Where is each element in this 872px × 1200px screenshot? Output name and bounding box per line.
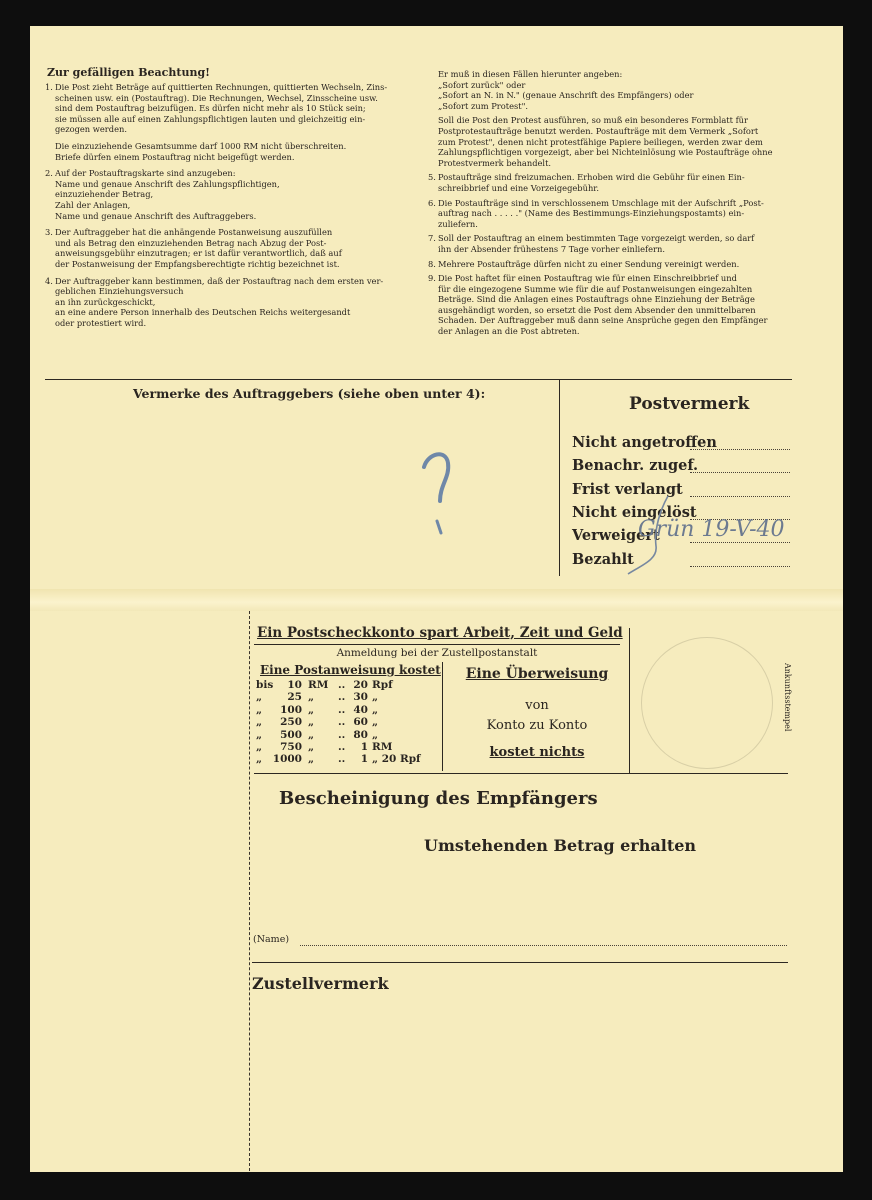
instruction-line: „Sofort zum Protest". — [438, 100, 529, 111]
instruction-line: „Sofort an N. in N." (genaue Anschrift des Empfängers) oder — [438, 90, 694, 101]
instructions-title: Zur gefälligen Beachtung! — [47, 66, 210, 79]
instruction-number: 8. — [428, 258, 436, 269]
stamp-label: Ankunftsstempel — [783, 663, 792, 732]
instruction-line: auftrag nach . . . . ." (Name des Bestimmungs-Einziehungspostamts) ein- — [438, 208, 745, 219]
instruction-item — [428, 172, 798, 193]
fee-cell: .. — [338, 679, 346, 691]
instruction-item — [428, 259, 798, 270]
delivery-label: Zustellvermerk — [252, 974, 389, 993]
instruction-line: Die Post zieht Beträge auf quittierten Rechnungen, quittierten Wechseln, Zins- — [55, 82, 388, 92]
postvermerk-row-label: Benachr. zugef. — [572, 457, 699, 475]
fee-cell: 1 — [360, 753, 368, 766]
instruction-number: 5. — [428, 172, 436, 183]
instruction-line: Name und genaue Anschrift des Zahlungspflichtigen, — [55, 178, 280, 189]
fee-cell: „ 20 Rpf — [372, 753, 421, 766]
fee-cell: .. — [338, 741, 346, 753]
fee-cell: „ — [372, 691, 379, 704]
postvermerk-row-label: Verweigert — [572, 527, 660, 545]
instruction-line: und als Betrag den einzuziehenden Betrag nach Abzug der Post- — [55, 237, 327, 248]
instruction-item — [45, 276, 415, 329]
instruction-item — [428, 233, 798, 254]
divider-ad-headline — [254, 644, 620, 645]
fee-cell: RM — [308, 679, 329, 691]
instruction-line: scheinen usw. ein (Postauftrag). Die Rechnungen, Wechsel, Zinsscheine usw. — [55, 92, 378, 103]
instruction-item — [428, 198, 798, 230]
instruction-line: Schaden. Der Auftraggeber muß dann seine Ansprüche gegen den Empfänger — [438, 315, 768, 326]
fee-cell: „ — [256, 691, 263, 704]
instruction-line: Soll die Post den Protest ausführen, so muß ein besonderes Formblatt für — [438, 115, 748, 126]
divider-fee — [442, 662, 443, 771]
instruction-item — [428, 273, 798, 337]
fee-cell: .. — [338, 753, 346, 766]
fee-cell: 25 — [287, 691, 302, 704]
instruction-item — [45, 227, 415, 269]
instruction-line: schreibbrief und eine Vorzeigegebühr. — [438, 182, 599, 193]
fee-cell: „ — [308, 741, 315, 753]
fee-cell: .. — [338, 716, 346, 729]
fee-cell: 1 — [360, 741, 368, 753]
fee-cell: 1000 — [272, 753, 302, 766]
instruction-line: Die Postaufträge sind in verschlossenem Umschlage mit der Aufschrift „Post- — [438, 197, 764, 208]
fold-line — [30, 589, 843, 611]
instruction-line: Er muß in diesen Fällen hierunter angeben: — [438, 69, 623, 79]
postvermerk-row-line — [690, 472, 790, 473]
fee-cell: „ — [308, 753, 315, 766]
fee-cell: „ — [256, 753, 263, 766]
instruction-line: ausgehändigt worden, so ersetzt die Post dem Absender den unmittelbaren — [438, 304, 756, 315]
fee-cell: 100 — [280, 703, 302, 716]
instruction-number: 6. — [428, 197, 436, 208]
fee-cell: „ — [256, 728, 263, 741]
stamp-circle — [641, 637, 773, 769]
fee-cell: „ — [256, 703, 263, 716]
instruction-line: zum Protest", denen nicht protestfähige Papiere beiliegen, werden zwar dem — [438, 136, 763, 147]
fee-cell: 40 — [353, 703, 368, 716]
instruction-number: 2. — [45, 168, 53, 179]
instruction-line: sind dem Postauftrag beizufügen. Es dürfen nicht mehr als 10 Stück sein; — [55, 103, 366, 114]
fee-cell: 20 — [353, 679, 368, 691]
instruction-line: Name und genaue Anschrift des Auftraggebers. — [55, 210, 257, 221]
fee-cell: .. — [338, 703, 346, 716]
instruction-line: Soll der Postauftrag an einem bestimmten Tage vorgezeigt werden, so darf — [438, 233, 755, 244]
instruction-item — [428, 69, 798, 111]
instruction-item — [45, 168, 415, 221]
instruction-line: der Postanweisung der Empfangsberechtigte richtig bezeichnet ist. — [55, 258, 340, 269]
postvermerk-title: Postvermerk — [629, 394, 750, 414]
instruction-number: 9. — [428, 273, 436, 284]
fee-cell: „ — [256, 741, 263, 753]
fee-cell: 250 — [280, 716, 302, 729]
handwritten-stroke — [620, 490, 690, 580]
instruction-line: oder protestiert wird. — [55, 317, 147, 328]
divider-receipt — [252, 962, 788, 963]
fee-cell: 10 — [287, 679, 302, 691]
fee-cell: .. — [338, 728, 346, 741]
instruction-number: 4. — [45, 275, 53, 286]
instruction-line: Protestvermerk behandelt. — [438, 157, 552, 168]
instruction-item — [45, 141, 415, 162]
instruction-line: ihn der Absender frühestens 7 Tage vorher einliefern. — [438, 243, 665, 254]
instruction-line: sie müssen alle auf einen Zahlungspflichtigen lauten und gleichzeitig ein- — [55, 113, 366, 124]
fee-cell: 500 — [280, 728, 302, 741]
instruction-line: Zahl der Anlagen, — [55, 199, 131, 210]
instruction-item — [428, 115, 798, 168]
instruction-line: an ihn zurückgeschickt, — [55, 296, 156, 307]
instruction-item — [45, 82, 415, 135]
instruction-number: 7. — [428, 233, 436, 244]
divider-top — [45, 379, 792, 380]
divider-ad-bottom — [254, 773, 788, 774]
fee-cell: bis — [256, 679, 274, 691]
fee-cell: „ — [308, 728, 315, 741]
fee-cell: „ — [308, 716, 315, 729]
vermerke-label: Vermerke des Auftraggebers (siehe oben unter 4): — [133, 386, 486, 401]
instruction-line: an eine andere Person innerhalb des Deutschen Reichs weitergesandt — [55, 307, 351, 318]
fee-cell: „ — [308, 703, 315, 716]
instruction-line: geblichen Einziehungsversuch — [55, 286, 184, 297]
transfer-line2: Konto zu Konto — [486, 718, 588, 733]
instruction-line: anweisungsgebühr einzutragen; er ist dafür verantwortlich, daß auf — [55, 248, 342, 259]
ad-headline: Ein Postscheckkonto spart Arbeit, Zeit und Geld — [257, 625, 623, 641]
instruction-line: Mehrere Postaufträge dürfen nicht zu einer Sendung vereinigt werden. — [438, 258, 740, 269]
fee-cell: .. — [338, 691, 346, 704]
postvermerk-row-line — [690, 542, 790, 543]
fee-cell: 30 — [353, 691, 368, 704]
instructions-left-column — [45, 82, 415, 334]
postvermerk-row-line — [690, 566, 790, 567]
postvermerk-row-label: Bezahlt — [572, 550, 634, 568]
instruction-line: Postaufträge sind freizumachen. Erhoben wird die Gebühr für einen Ein- — [438, 172, 745, 183]
fee-cell: 60 — [353, 716, 368, 729]
postvermerk-row-label: Nicht eingelöst — [572, 503, 697, 521]
handwritten-postvermerk: Grün 19-V-40 — [638, 517, 785, 542]
instruction-line: Die einzuziehende Gesamtsumme darf 1000 RM nicht überschreiten. — [55, 140, 347, 151]
instruction-line: Der Auftraggeber hat die anhängende Postanweisung auszufüllen — [55, 227, 333, 238]
ad-subline: Anmeldung bei der Zustellpostanstalt — [336, 647, 538, 659]
instruction-line: Der Auftraggeber kann bestimmen, daß der Postauftrag nach dem ersten ver- — [55, 275, 384, 286]
name-label: (Name) — [253, 934, 290, 945]
instruction-line: der Anlagen an die Post abtreten. — [438, 326, 580, 337]
transfer-line1: von — [525, 698, 549, 713]
fee-cell: Rpf — [372, 679, 393, 691]
fee-cell: „ — [372, 703, 379, 716]
receipt-subtitle: Umstehenden Betrag erhalten — [424, 836, 697, 855]
receipt-title: Bescheinigung des Empfängers — [279, 788, 598, 809]
fee-title: Eine Postanweisung kostet — [260, 663, 441, 677]
name-line — [300, 945, 787, 946]
fee-cell: „ — [372, 728, 379, 741]
postvermerk-row-label: Nicht angetroffen — [572, 434, 717, 451]
transfer-line3: kostet nichts — [489, 745, 585, 760]
fee-cell: RM — [372, 741, 393, 753]
fee-cell: „ — [372, 716, 379, 729]
instruction-line: für die eingezogene Summe wie für die auf Postanweisungen eingezahlten — [438, 283, 753, 294]
fee-cell: 750 — [280, 741, 302, 753]
instruction-number: 1. — [45, 82, 53, 92]
postvermerk-row-line — [690, 496, 790, 497]
fee-cell: „ — [308, 691, 315, 704]
instructions-right-column — [428, 69, 798, 341]
instruction-number: 3. — [45, 227, 53, 238]
cut-line — [249, 611, 250, 1171]
fee-cell: „ — [256, 716, 263, 729]
instruction-line: Die Post haftet für einen Postauftrag wie für einen Einschreibbrief und — [438, 273, 737, 284]
instruction-line: einzuziehender Betrag, — [55, 189, 154, 200]
instruction-line: gezogen werden. — [55, 124, 127, 135]
instruction-line: „Sofort zurück" oder — [438, 79, 526, 90]
instruction-line: Beträge. Sind die Anlagen eines Postauftrags ohne Einziehung der Beträge — [438, 294, 755, 305]
postvermerk-row-label: Frist verlangt — [572, 480, 683, 498]
handwritten-question-mark — [410, 445, 470, 540]
instruction-line: Postprotestaufträge benutzt werden. Postaufträge mit dem Vermerk „Sofort — [438, 125, 759, 136]
instruction-line: zuliefern. — [438, 218, 478, 229]
transfer-title: Eine Überweisung — [465, 666, 609, 682]
fee-cell: 80 — [353, 728, 368, 741]
divider-stamp — [629, 628, 630, 774]
postvermerk-row-line — [690, 449, 790, 450]
instruction-line: Briefe dürfen einem Postauftrag nicht beigefügt werden. — [55, 151, 295, 162]
divider-postvermerk — [559, 380, 560, 576]
instruction-line: Zahlungspflichtigen vorgezeigt, aber bei Nichteinlösung wie Postaufträge ohne — [438, 147, 773, 158]
instruction-line: Auf der Postauftragskarte sind anzugeben: — [55, 168, 236, 179]
